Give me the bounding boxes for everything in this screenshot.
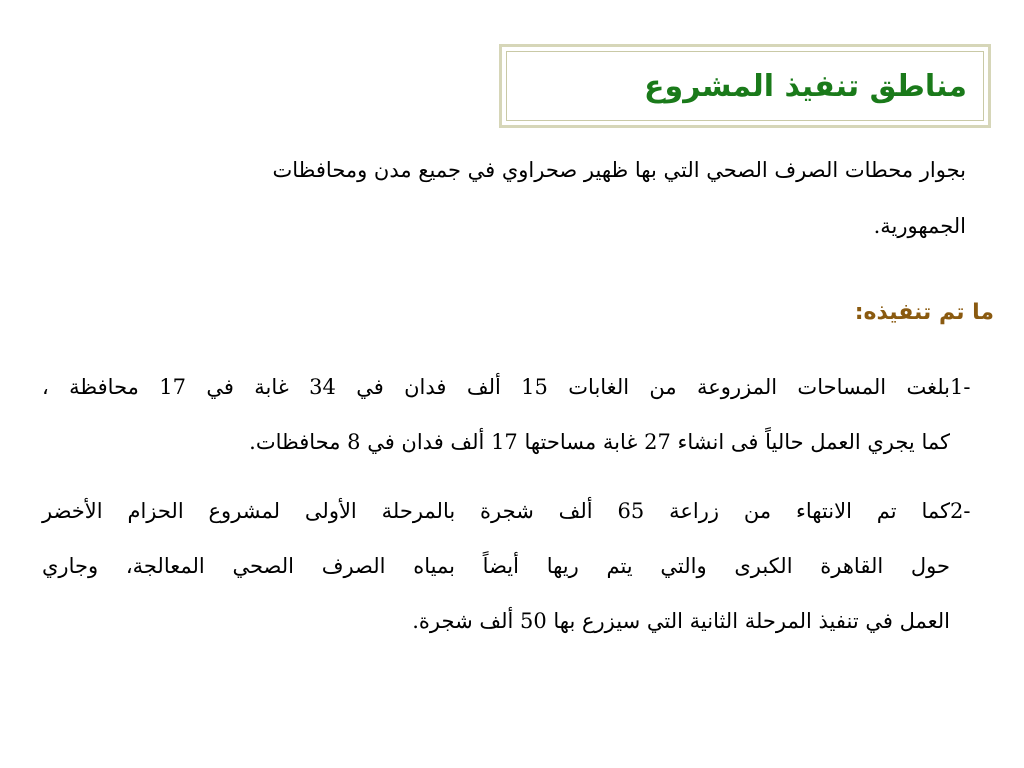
item-2-line-2: حول القاهرة الكبرى والتي يتم ريها أيضاً بمياه الصرف الصحي المعالجة، وجاري (42, 554, 950, 578)
item-2-line-3: العمل في تنفيذ المرحلة الثانية التي سيزرع بها 50 ألف شجرة. (412, 609, 950, 633)
item-1-line-2: كما يجري العمل حالياً فى انشاء 27 غابة مساحتها 17 ألف فدان في 8 محافظات. (249, 430, 950, 454)
title-inner-border (506, 51, 984, 121)
slide-title: مناطق تنفيذ المشروع (644, 68, 967, 104)
item-1-line-1 (42, 360, 994, 415)
item-1-marker: 1- (950, 375, 971, 399)
intro-paragraph (42, 142, 966, 254)
list-item (42, 360, 994, 470)
item-2-line-1 (42, 484, 994, 539)
title-frame (499, 44, 991, 128)
item-2-text-1: كما تم الانتهاء من زراعة 65 ألف شجرة بالمرحلة الأولى لمشروع الحزام الأخضر (42, 499, 950, 523)
intro-line-1: بجوار محطات الصرف الصحي التي بها ظهير صحراوي في جميع مدن ومحافظات (272, 158, 966, 182)
done-heading: ما تم تنفيذه: (854, 300, 994, 325)
intro-line-2: الجمهورية. (873, 214, 966, 238)
list-item (42, 484, 994, 649)
item-1-text-1: بلغت المساحات المزروعة من الغابات 15 ألف فدان في 34 غابة في 17 محافظة ، (42, 375, 950, 399)
item-2-marker: 2- (950, 499, 971, 523)
